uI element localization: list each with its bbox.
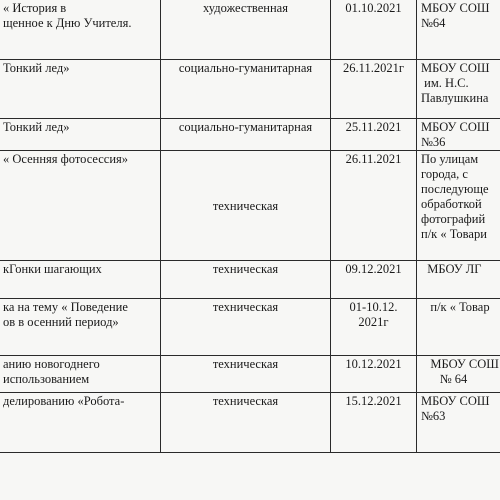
direction-cell: социально-гуманитарная [161,60,331,119]
event-name-line: « Осенняя фотосессия» [3,152,129,166]
date-line: 15.12.2021 [345,394,402,408]
direction-cell: техническая [161,356,331,393]
place-line: фотографий [421,212,486,226]
direction-cell: техническая [161,151,331,261]
table-row [0,119,500,151]
place-line: №63 [421,409,446,423]
date-cell [331,299,417,356]
place-cell [417,261,500,299]
place-line: МБОУ СОШ [421,394,490,408]
place-line: МБОУ СОШ [421,61,490,75]
event-name-line: анию новогоднего [3,357,100,371]
place-line: № 64 [421,372,468,386]
event-name-line: кГонки шагающих [3,262,102,276]
place-cell [417,299,500,356]
date-line: 01-10.12. [349,300,398,314]
table-row [0,151,500,261]
date-cell [331,151,417,261]
table-row [0,261,500,299]
direction-cell: социально-гуманитарная [161,119,331,151]
event-name-cell [0,356,161,393]
place-line: №64 [421,16,446,30]
event-name-cell [0,119,161,151]
place-line: №36 [421,135,446,149]
place-cell [417,393,500,453]
place-line: города, с [421,167,468,181]
table-row [0,393,500,453]
event-name-line: щенное к Дню Учителя. [3,16,132,30]
event-name-cell [0,261,161,299]
date-line: 2021г [358,315,389,329]
table-row [0,60,500,119]
date-cell [331,261,417,299]
table-row [0,0,500,60]
event-name-line: « История в [3,1,67,15]
event-name-line: ка на тему « Поведение [3,300,128,314]
event-name-line: Тонкий лед» [3,120,70,134]
place-cell [417,0,500,60]
direction-cell: техническая [161,393,331,453]
event-name-cell [0,0,161,60]
date-line: 26.11.2021г [343,61,404,75]
place-line: Павлушкина [421,91,489,105]
date-line: 26.11.2021 [345,152,402,166]
event-name-cell [0,299,161,356]
event-name-cell [0,393,161,453]
date-line: 09.12.2021 [345,262,402,276]
place-cell [417,356,500,393]
place-line: последующе [421,182,489,196]
place-line: п/к « Товар [421,300,490,314]
place-line: МБОУ СОШ [421,120,490,134]
date-line: 10.12.2021 [345,357,402,371]
place-line: МБОУ ЛГ [421,262,482,276]
date-cell [331,0,417,60]
place-line: По улицам [421,152,479,166]
place-line: п/к « Товари [421,227,487,241]
place-line: МБОУ СОШ [421,357,499,371]
direction-cell: художественная [161,0,331,60]
date-line: 25.11.2021 [345,120,402,134]
date-cell [331,60,417,119]
table-row [0,356,500,393]
event-name-line: Тонкий лед» [3,61,70,75]
date-cell [331,119,417,151]
place-line: обработкой [421,197,482,211]
event-name-line: делированию «Робота- [3,394,125,408]
date-cell [331,393,417,453]
table-row [0,299,500,356]
place-line: МБОУ СОШ [421,1,490,15]
direction-cell: техническая [161,261,331,299]
event-name-line: использованием [3,372,90,386]
place-cell [417,60,500,119]
place-line: им. Н.С. [421,76,469,90]
place-cell [417,151,500,261]
event-name-cell [0,60,161,119]
place-cell [417,119,500,151]
date-line: 01.10.2021 [345,1,402,15]
event-name-line: ов в осенний период» [3,315,119,329]
event-name-cell [0,151,161,261]
date-cell [331,356,417,393]
direction-cell: техническая [161,299,331,356]
